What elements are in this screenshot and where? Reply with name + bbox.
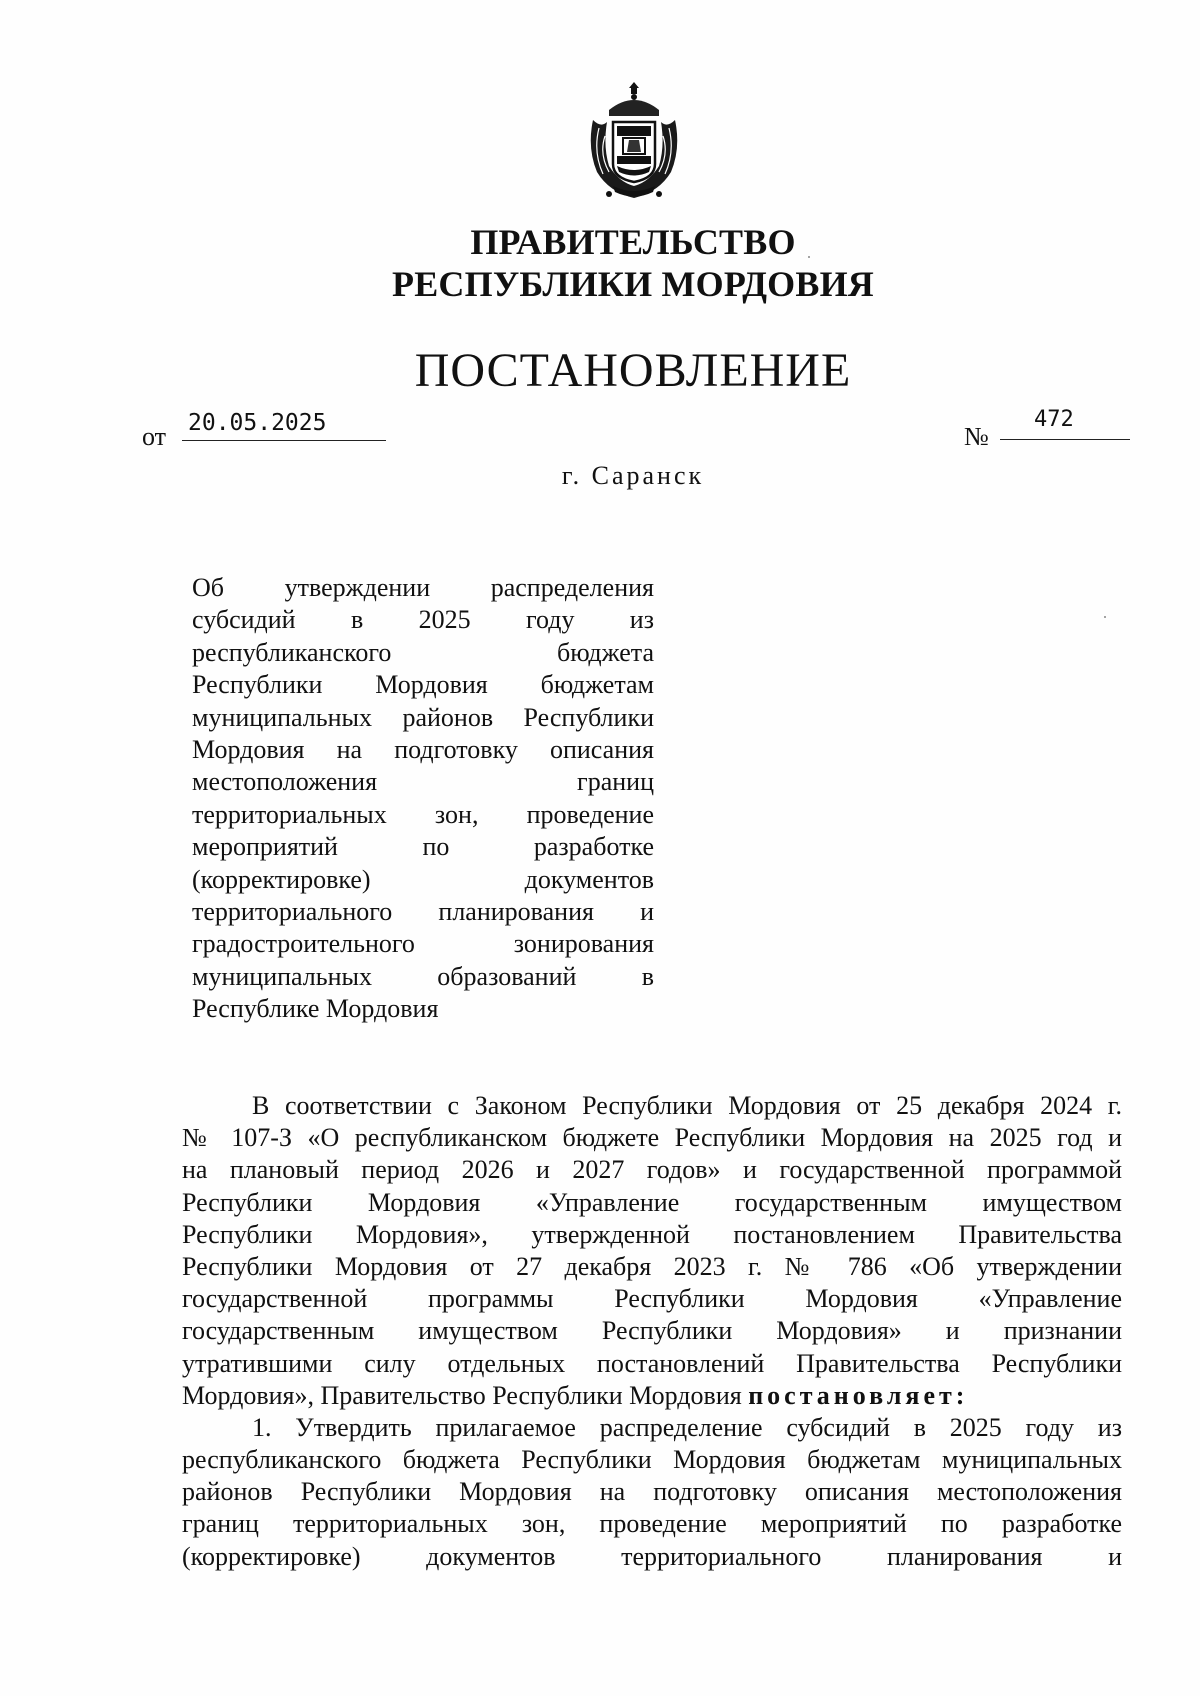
subject-line: (корректировке) документов <box>192 864 654 894</box>
body-line: государственной программы Республики Мордовия «Управление <box>182 1284 1122 1314</box>
subject-line: Республики Мордовия бюджетам <box>192 670 654 700</box>
body-line: на плановый период 2026 и 2027 годов» и государственной программой <box>182 1155 1122 1185</box>
subject-line: градостроительного зонирования <box>192 929 654 959</box>
subject-line: территориального планирования и <box>192 896 654 926</box>
subject-line: Мордовия на подготовку описания <box>192 734 654 764</box>
government-title-line-2: РЕСПУБЛИКИ МОРДОВИЯ <box>392 264 874 304</box>
body-line: Республики Мордовия», утвержденной постановлением Правительства <box>182 1219 1122 1249</box>
government-title-line-1: ПРАВИТЕЛЬСТВО <box>470 222 796 262</box>
body-line: В соответствии с Законом Республики Мордовия от 25 декабря 2024 г. <box>252 1091 1122 1120</box>
body-line: Республики Мордовия «Управление государственным имуществом <box>182 1187 1122 1217</box>
body-line <box>182 1380 1122 1412</box>
decree-word: постановляет: <box>748 1380 969 1410</box>
subject-line: муниципальных образований в <box>192 961 654 991</box>
body-line: Республики Мордовия от 27 декабря 2023 г. № 786 «Об утверждении <box>182 1251 1122 1281</box>
scan-speck <box>1104 616 1106 618</box>
coat-of-arms-emblem <box>579 82 689 206</box>
subject-line: субсидий в 2025 году из <box>192 605 654 635</box>
number-prefix: № <box>964 422 989 451</box>
city-line: г. Саранск <box>561 461 705 490</box>
subject-line: территориальных зон, проведение <box>192 799 654 829</box>
body-line: 1. Утвердить прилагаемое распределение субсидий в 2025 году из <box>252 1412 1122 1442</box>
subject-line: республиканского бюджета <box>192 637 654 667</box>
body-line-text: Мордовия», Правительство Республики Мордовия <box>182 1380 742 1410</box>
subject-line: Республике Мордовия <box>192 994 439 1024</box>
document-type-title: ПОСТАНОВЛЕНИЕ <box>414 344 852 397</box>
body-line: районов Республики Мордовия на подготовку описания местоположения <box>182 1477 1122 1507</box>
subject-line: мероприятий по разработке <box>192 832 654 862</box>
date-value: 20.05.2025 <box>182 410 386 441</box>
number-value: 472 <box>1000 407 1130 440</box>
body-line: государственным имуществом Республики Мордовия» и признании <box>182 1316 1122 1346</box>
body-line: утратившими силу отдельных постановлений Правительства Республики <box>182 1348 1122 1378</box>
subject-line: Об утверждении распределения <box>192 573 654 602</box>
subject-line: муниципальных районов Республики <box>192 702 654 732</box>
date-prefix: от <box>142 422 167 451</box>
subject-line: местоположения границ <box>192 767 654 797</box>
body-line: (корректировке) документов территориального планирования и <box>182 1541 1122 1571</box>
document-body <box>182 1090 1122 1573</box>
scan-speck <box>808 256 810 258</box>
body-line: границ территориальных зон, проведение мероприятий по разработке <box>182 1509 1122 1539</box>
body-line: республиканского бюджета Республики Мордовия бюджетам муниципальных <box>182 1445 1122 1475</box>
body-line: № 107-З «О республиканском бюджете Республики Мордовия на 2025 год и <box>182 1123 1122 1153</box>
document-subject <box>192 572 654 1025</box>
